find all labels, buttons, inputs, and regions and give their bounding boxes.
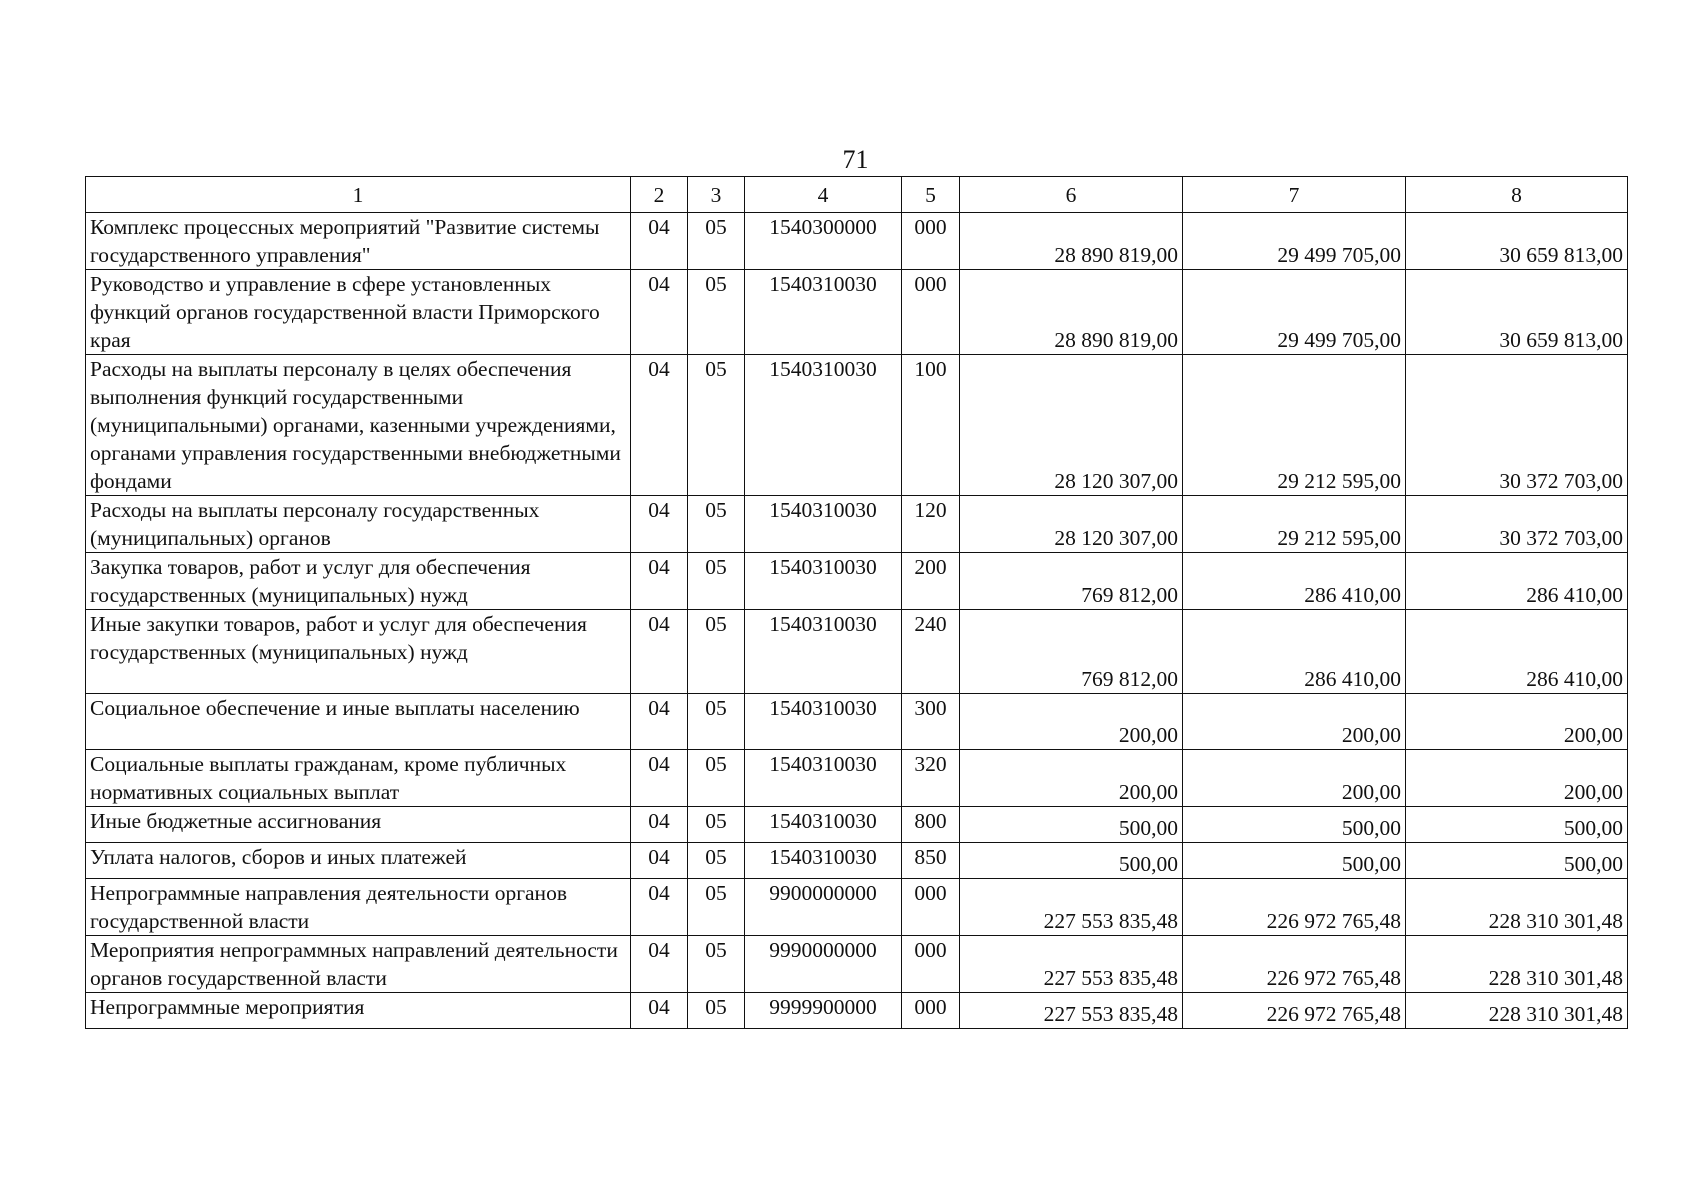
section-code: 04 [631,553,688,610]
row-name: Социальные выплаты гражданам, кроме публичных нормативных социальных выплат [86,750,631,807]
amount-col7: 226 972 765,48 [1183,993,1406,1029]
column-header: 8 [1406,177,1628,213]
subsection-code: 05 [688,807,745,843]
expense-type-code: 300 [902,694,960,750]
target-article-code: 1540310030 [745,270,902,355]
subsection-code: 05 [688,496,745,553]
amount-col8: 286 410,00 [1406,610,1628,694]
amount-col8: 200,00 [1406,750,1628,807]
expense-type-code: 120 [902,496,960,553]
section-code: 04 [631,879,688,936]
column-header: 7 [1183,177,1406,213]
expense-type-code: 200 [902,553,960,610]
row-name: Расходы на выплаты персоналу государственных (муниципальных) органов [86,496,631,553]
row-name: Руководство и управление в сфере установленных функций органов государственной власти Приморского края [86,270,631,355]
subsection-code: 05 [688,843,745,879]
amount-col8: 228 310 301,48 [1406,993,1628,1029]
target-article-code: 9990000000 [745,936,902,993]
table-row [86,936,1628,993]
table-row [86,843,1628,879]
expense-type-code: 240 [902,610,960,694]
column-header: 1 [86,177,631,213]
target-article-code: 1540310030 [745,553,902,610]
amount-col8: 30 659 813,00 [1406,270,1628,355]
subsection-code: 05 [688,610,745,694]
column-header: 5 [902,177,960,213]
section-code: 04 [631,807,688,843]
target-article-code: 9999900000 [745,993,902,1029]
page-number: 71 [842,145,869,174]
table-row [86,879,1628,936]
amount-col7: 286 410,00 [1183,553,1406,610]
subsection-code: 05 [688,213,745,270]
amount-col8: 30 372 703,00 [1406,355,1628,496]
expense-type-code: 000 [902,993,960,1029]
expense-type-code: 320 [902,750,960,807]
table-row [86,694,1628,750]
amount-col7: 226 972 765,48 [1183,936,1406,993]
row-name: Расходы на выплаты персоналу в целях обеспечения выполнения функций государственными (муниципальными) органами, казенными учреждениями, органами управления государственными внебюджетными фондами [86,355,631,496]
row-name: Непрограммные мероприятия [86,993,631,1029]
subsection-code: 05 [688,553,745,610]
amount-col6: 200,00 [960,750,1183,807]
amount-col6: 500,00 [960,807,1183,843]
section-code: 04 [631,993,688,1029]
table-row [86,993,1628,1029]
amount-col7: 226 972 765,48 [1183,879,1406,936]
amount-col8: 228 310 301,48 [1406,936,1628,993]
expense-type-code: 800 [902,807,960,843]
section-code: 04 [631,843,688,879]
subsection-code: 05 [688,879,745,936]
amount-col6: 28 890 819,00 [960,213,1183,270]
amount-col7: 500,00 [1183,807,1406,843]
subsection-code: 05 [688,355,745,496]
expense-type-code: 000 [902,213,960,270]
subsection-code: 05 [688,694,745,750]
amount-col7: 500,00 [1183,843,1406,879]
section-code: 04 [631,496,688,553]
amount-col6: 227 553 835,48 [960,993,1183,1029]
section-code: 04 [631,694,688,750]
row-name: Иные закупки товаров, работ и услуг для обеспечения государственных (муниципальных) нужд [86,610,631,694]
subsection-code: 05 [688,750,745,807]
target-article-code: 1540310030 [745,807,902,843]
row-name: Социальное обеспечение и иные выплаты населению [86,694,631,750]
row-name: Уплата налогов, сборов и иных платежей [86,843,631,879]
section-code: 04 [631,213,688,270]
amount-col7: 286 410,00 [1183,610,1406,694]
target-article-code: 1540310030 [745,843,902,879]
section-code: 04 [631,750,688,807]
section-code: 04 [631,355,688,496]
section-code: 04 [631,270,688,355]
amount-col7: 200,00 [1183,750,1406,807]
amount-col8: 200,00 [1406,694,1628,750]
amount-col8: 286 410,00 [1406,553,1628,610]
amount-col8: 500,00 [1406,807,1628,843]
expense-type-code: 000 [902,879,960,936]
amount-col6: 769 812,00 [960,553,1183,610]
table-row [86,355,1628,496]
table-row [86,750,1628,807]
target-article-code: 1540310030 [745,610,902,694]
subsection-code: 05 [688,270,745,355]
amount-col7: 29 212 595,00 [1183,496,1406,553]
budget-table [85,176,1628,1029]
table-row [86,213,1628,270]
amount-col6: 769 812,00 [960,610,1183,694]
target-article-code: 1540310030 [745,694,902,750]
amount-col8: 30 372 703,00 [1406,496,1628,553]
row-name: Иные бюджетные ассигнования [86,807,631,843]
amount-col8: 228 310 301,48 [1406,879,1628,936]
row-name: Закупка товаров, работ и услуг для обеспечения государственных (муниципальных) нужд [86,553,631,610]
column-header: 2 [631,177,688,213]
amount-col6: 28 120 307,00 [960,355,1183,496]
row-name: Комплекс процессных мероприятий "Развитие системы государственного управления" [86,213,631,270]
expense-type-code: 100 [902,355,960,496]
column-header: 3 [688,177,745,213]
amount-col6: 200,00 [960,694,1183,750]
amount-col7: 29 499 705,00 [1183,270,1406,355]
target-article-code: 1540310030 [745,750,902,807]
subsection-code: 05 [688,993,745,1029]
amount-col7: 200,00 [1183,694,1406,750]
amount-col7: 29 499 705,00 [1183,213,1406,270]
header-row [86,177,1628,213]
amount-col8: 500,00 [1406,843,1628,879]
table-row [86,807,1628,843]
amount-col6: 28 890 819,00 [960,270,1183,355]
subsection-code: 05 [688,936,745,993]
column-header: 6 [960,177,1183,213]
expense-type-code: 000 [902,936,960,993]
target-article-code: 1540310030 [745,355,902,496]
expense-type-code: 000 [902,270,960,355]
section-code: 04 [631,610,688,694]
amount-col6: 500,00 [960,843,1183,879]
table-row [86,496,1628,553]
target-article-code: 1540300000 [745,213,902,270]
table-row [86,610,1628,694]
amount-col7: 29 212 595,00 [1183,355,1406,496]
row-name: Мероприятия непрограммных направлений деятельности органов государственной власти [86,936,631,993]
section-code: 04 [631,936,688,993]
amount-col6: 28 120 307,00 [960,496,1183,553]
column-header: 4 [745,177,902,213]
amount-col6: 227 553 835,48 [960,936,1183,993]
table-row [86,270,1628,355]
amount-col6: 227 553 835,48 [960,879,1183,936]
expense-type-code: 850 [902,843,960,879]
target-article-code: 9900000000 [745,879,902,936]
target-article-code: 1540310030 [745,496,902,553]
table-row [86,553,1628,610]
amount-col8: 30 659 813,00 [1406,213,1628,270]
row-name: Непрограммные направления деятельности органов государственной власти [86,879,631,936]
